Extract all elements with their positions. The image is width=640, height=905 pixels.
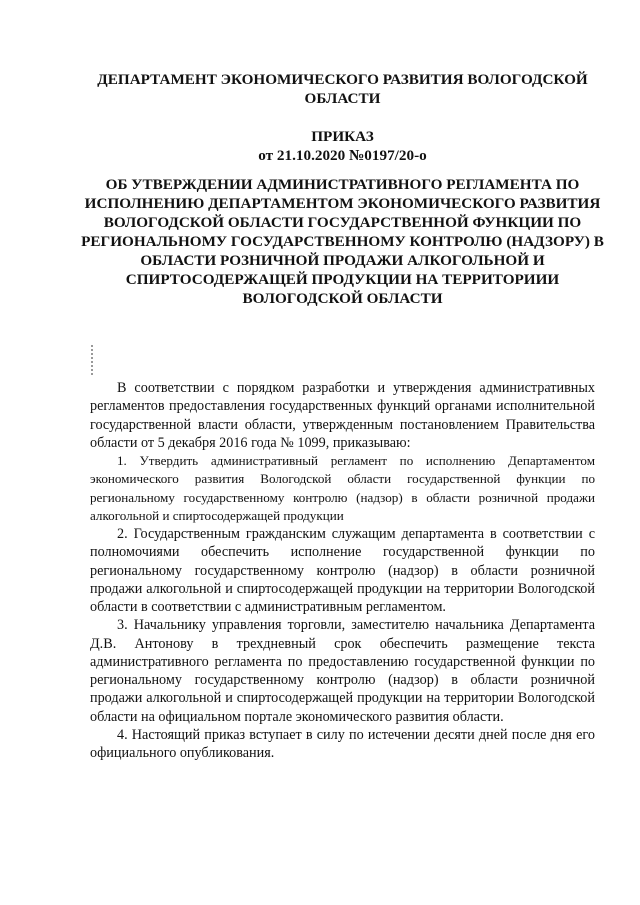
margin-mark (91, 345, 93, 377)
order-item-2: 2. Государственным гражданским служащим департамента в соответствии с полномочиями обеспечить исполнение государственной функции по региональному государственному контролю (надзор) в области розничной продажи алкогольной и спиртосодержащей продукции на территории Вологодской области в соответствии с административным регламентом. (90, 526, 595, 615)
organization-header: ДЕПАРТАМЕНТ ЭКОНОМИЧЕСКОГО РАЗВИТИЯ ВОЛОГОДСКОЙ ОБЛАСТИ (97, 71, 588, 107)
document-date-number: от 21.10.2020 №0197/20-о (258, 147, 427, 164)
document-subject: ОБ УТВЕРЖДЕНИИ АДМИНИСТРАТИВНОГО РЕГЛАМЕНТА ПО ИСПОЛНЕНИЮ ДЕПАРТАМЕНТОМ ЭКОНОМИЧЕСКОГО РАЗВИТИЯ ВОЛОГОДСКОЙ ОБЛАСТИ ГОСУДАРСТВЕННОЙ ФУНКЦИИ ПО РЕГИОНАЛЬНОМУ ГОСУДАРСТВЕННОМУ КОНТРОЛЮ (НАДЗОРУ) В ОБЛАСТИ РОЗНИЧНОЙ ПРОДАЖИ АЛКОГОЛЬНОЙ И СПИРТОСОДЕРЖАЩЕЙ ПРОДУКЦИИ НА ТЕРРИТОРИИИ ВОЛОГОДСКОЙ ОБЛАСТИ (81, 176, 604, 307)
document-body (90, 379, 595, 762)
document-type: ПРИКАЗ (311, 128, 374, 145)
order-item-1: 1. Утвердить административный регламент по исполнению Департаментом экономического развития Вологодской области государственной функции по региональному государственному контролю (надзор) в области розничной продажи алкогольной и спиртосодержащей продукции (90, 453, 595, 523)
order-item-3: 3. Начальнику управления торговли, заместителю начальника Департамента Д.В. Антонову в трехдневный срок обеспечить размещение текста административного регламента по предоставлению государственной функции по региональному государственному контролю (надзор) в области розничной продажи алкогольной и спиртосодержащей продукции на территории Вологодской области на официальном портале экономического развития области. (90, 617, 595, 725)
preamble-paragraph: В соответствии с порядком разработки и утверждения административных регламентов предоставления государственных функций органами исполнительной государственной власти области, утвержденным постановлением Правительства области от 5 декабря 2016 года № 1099, приказываю: (90, 380, 595, 451)
order-item-4: 4. Настоящий приказ вступает в силу по истечении десяти дней после дня его официального опубликования. (90, 726, 595, 761)
